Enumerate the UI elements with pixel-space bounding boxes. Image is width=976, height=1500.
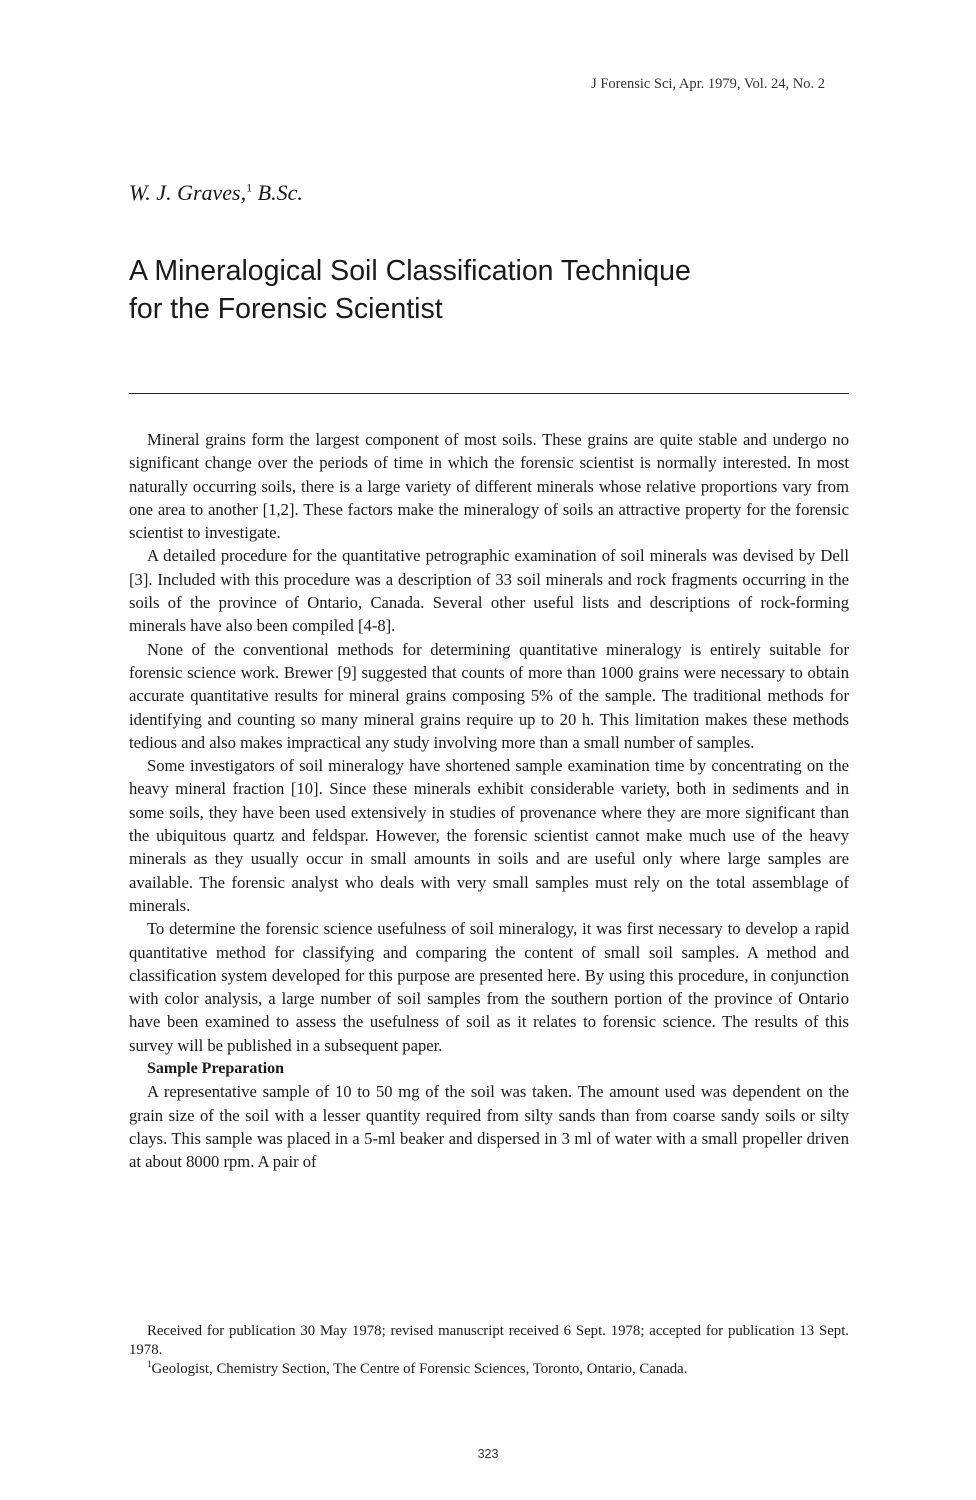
- affiliation-note: [129, 1360, 849, 1379]
- author-degree: B.Sc.: [257, 180, 303, 205]
- body-paragraph: A representative sample of 10 to 50 mg of the soil was taken. The amount used was dependent on the grain size of the soil with a lesser quantity required from silty sands than from coarse sandy soils or silty clays. This sample was placed in a 5-ml beaker and dispersed in 3 ml of water with a small propeller driven at about 8000 rpm. A pair of: [129, 1082, 849, 1172]
- body-paragraph: A detailed procedure for the quantitative petrographic examination of soil minerals was devised by Dell [3]. Included with this procedure was a description of 33 soil minerals and rock fragments occurring in the soils of the province of Ontario, Canada. Several other useful lists and descriptions of rock-forming minerals have also been compiled [4-8].: [129, 546, 849, 636]
- body-paragraph: None of the conventional methods for determining quantitative mineralogy is entirely suitable for forensic science work. Brewer [9] suggested that counts of more than 1000 grains were necessary to obtain accurate quantitative results for mineral grains composing 5% of the sample. The traditional methods for identifying and counting so many mineral grains require up to 20 h. This limitation makes these methods tedious and also makes impractical any study involving more than a small number of samples.: [129, 639, 849, 752]
- article-body: [129, 428, 849, 1174]
- journal-reference: J Forensic Sci, Apr. 1979, Vol. 24, No. 2: [591, 76, 825, 92]
- received-note: Received for publication 30 May 1978; revised manuscript received 6 Sept. 1978; accepted for publication 13 Sept. 1978.: [129, 1323, 849, 1358]
- author-line: [129, 180, 303, 206]
- title-line-1: A Mineralogical Soil Classification Technique: [129, 255, 691, 287]
- footnotes: [129, 1322, 849, 1379]
- body-paragraph: To determine the forensic science usefulness of soil mineralogy, it was first necessary to develop a rapid quantitative method for classifying and comparing the content of small soil samples. A method and classification system developed for this purpose are presented here. By using this procedure, in conjunction with color analysis, a large number of soil samples from the southern portion of the province of Ontario have been examined to assess the usefulness of soil as it relates to forensic science. The results of this survey will be published in a subsequent paper.: [129, 919, 849, 1055]
- body-paragraph: Mineral grains form the largest component of most soils. These grains are quite stable and undergo no significant change over the periods of time in which the forensic scientist is normally interested. In most naturally occurring soils, there is a large variety of different minerals whose relative proportions vary from one area to another [1,2]. These factors make the mineralogy of soils an attractive property for the forensic scientist to investigate.: [129, 430, 849, 543]
- title-line-2: for the Forensic Scientist: [129, 293, 443, 325]
- author-name: W. J. Graves,: [129, 180, 247, 205]
- title-divider: [129, 393, 849, 394]
- page-number: 323: [477, 1447, 499, 1461]
- author-footnote-mark: 1: [246, 180, 253, 195]
- body-paragraph: Some investigators of soil mineralogy have shortened sample examination time by concentrating on the heavy mineral fraction [10]. Since these minerals exhibit considerable variety, both in sediments and in some soils, they have been used extensively in studies of provenance where they are more significant than the ubiquitous quartz and feldspar. However, the forensic scientist cannot make much use of the heavy minerals as they usually occur in small amounts in soils and are useful only where large samples are available. The forensic analyst who deals with very small samples must rely on the total assemblage of minerals.: [129, 756, 849, 915]
- affiliation-mark: 1: [147, 1359, 152, 1370]
- article-title: [129, 252, 691, 328]
- affiliation-text: Geologist, Chemistry Section, The Centre of Forensic Sciences, Toronto, Ontario, Canada.: [151, 1361, 688, 1377]
- section-heading: Sample Preparation: [147, 1060, 285, 1078]
